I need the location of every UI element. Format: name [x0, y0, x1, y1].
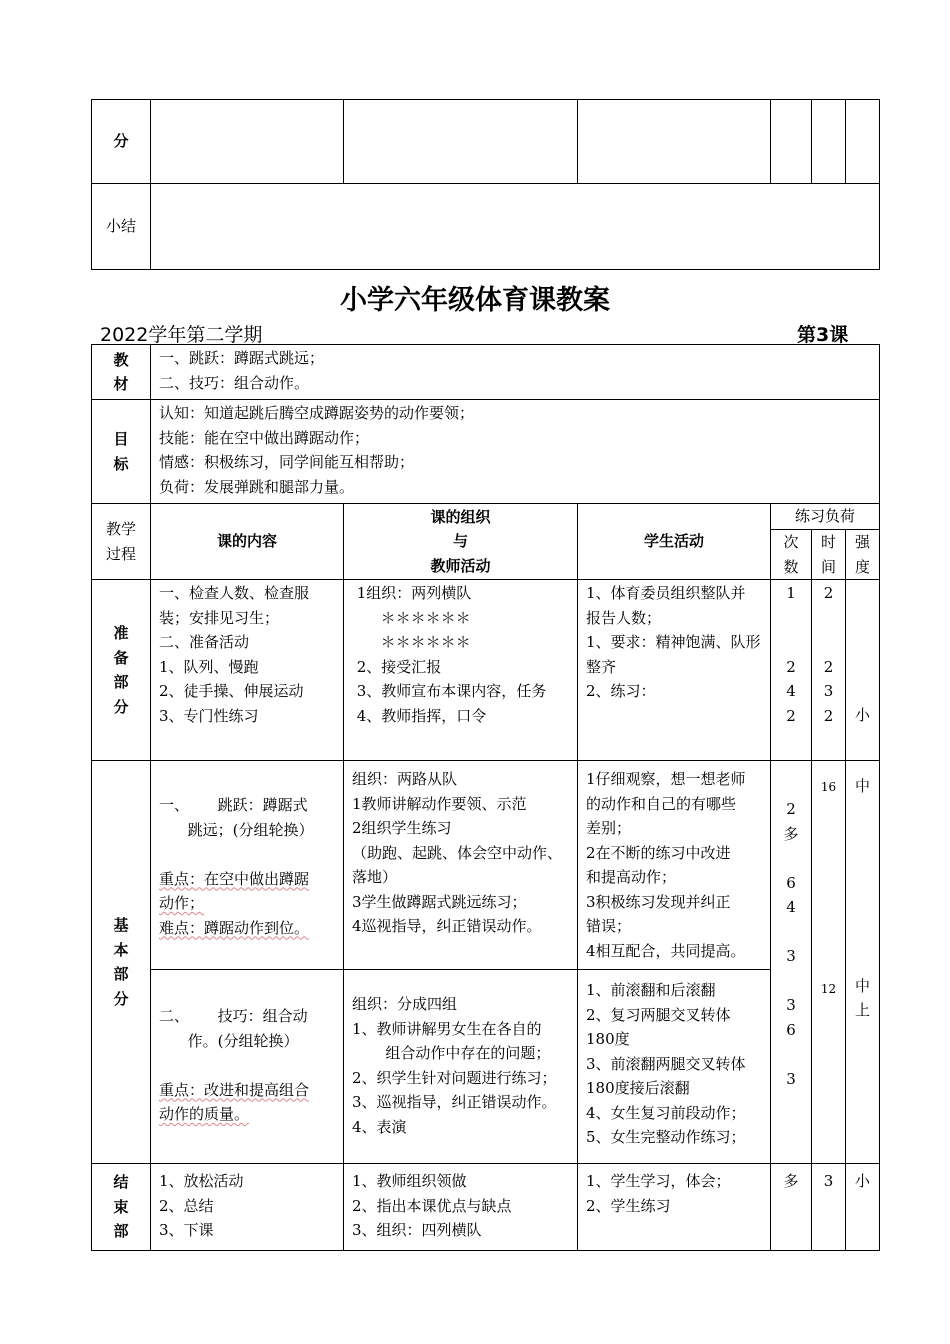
- intensity-header: 强 度: [846, 530, 880, 580]
- prep-intensity: 小: [846, 580, 880, 761]
- basic-skill-org: 组织：分成四组 1、教师讲解男女生在各自的 组合动作中存在的问题； 2、织学生针对问题进行练习； 3、巡视指导，纠正错误动作。 4、表演: [344, 970, 578, 1164]
- basic-jump-student: 1仔细观察，想一想老师 的动作和自己的有哪些 差别； 2在不断的练习中改进 和提高动作； 3积极练习发现并纠正 错误； 4相互配合，共同提高。: [578, 761, 771, 970]
- lesson-number: 第3课: [797, 324, 849, 346]
- prev-row-label: 分: [92, 100, 151, 184]
- end-student: 1、学生学习，体会； 2、学生练习: [578, 1164, 771, 1251]
- prep-label: 准 备 部 分: [92, 580, 151, 761]
- summary-label: 小结: [92, 184, 151, 270]
- process-header: 教学 过程: [92, 504, 151, 580]
- basic-skill-student: 1、前滚翻和后滚翻 2、复习两腿交叉转体 180度 3、前滚翻两腿交叉转体 180度接后滚翻 4、女生复习前段动作； 5、女生完整动作练习；: [578, 970, 771, 1164]
- end-duration: 3: [812, 1164, 846, 1251]
- previous-summary-table: [91, 99, 880, 270]
- duration-header: 时 间: [812, 530, 846, 580]
- material-label: 教 材: [92, 345, 151, 400]
- end-label: 结 束 部: [92, 1164, 151, 1251]
- goals-content: 认知：知道起跳后腾空成蹲踞姿势的动作要领； 技能：能在空中做出蹲踞动作； 情感：积极练习，同学间能互相帮助； 负荷：发展弹跳和腿部力量。: [151, 400, 880, 504]
- prev-cell: [578, 100, 771, 184]
- org-header: 课的组织 与 教师活动: [344, 504, 578, 580]
- prep-content: 一、检查人数、检查服 装；安排见习生； 二、准备活动 1、队列、慢跑 2、徒手操、伸展运动 3、专门性练习: [151, 580, 344, 761]
- basic-jump-org: 组织：两路从队 1教师讲解动作要领、示范 2组织学生练习 （助跑、起跳、体会空中动作、 落地） 3学生做蹲踞式跳远练习； 4巡视指导，纠正错误动作。: [344, 761, 578, 970]
- basic-times: 2 多 6 4 3 3 6 3: [771, 761, 812, 1164]
- load-header: 练习负荷: [771, 504, 880, 530]
- term-label: 2022学年第二学期: [100, 324, 263, 346]
- lesson-plan-table: [91, 344, 880, 1251]
- prev-cell: [812, 100, 846, 184]
- prev-cell: [151, 100, 344, 184]
- basic-skill-intensity: 中 上: [846, 970, 880, 1164]
- basic-jump-duration: 16: [812, 761, 846, 970]
- end-org: 1、教师组织领做 2、指出本课优点与缺点 3、组织：四列横队: [344, 1164, 578, 1251]
- summary-cell: [151, 184, 880, 270]
- basic-skill-duration: 12: [812, 970, 846, 1164]
- end-intensity: 小: [846, 1164, 880, 1251]
- goals-label: 目 标: [92, 400, 151, 504]
- student-header: 学生活动: [578, 504, 771, 580]
- prep-student: 1、体育委员组织整队并 报告人数； 1、要求：精神饱满、队形 整齐 2、练习：: [578, 580, 771, 761]
- prev-cell: [771, 100, 812, 184]
- prev-cell: [344, 100, 578, 184]
- end-content: 1、放松活动 2、总结 3、下课: [151, 1164, 344, 1251]
- basic-jump-intensity: 中: [846, 761, 880, 970]
- basic-label: 基 本 部 分: [92, 761, 151, 1164]
- basic-skill-content: 二、 技巧：组合动 作。(分组轮换） 重点：改进和提高组合 动作的质量。: [151, 970, 344, 1164]
- times-header: 次 数: [771, 530, 812, 580]
- prep-times: 1 2 4 2: [771, 580, 812, 761]
- basic-jump-content: 一、 跳跃：蹲踞式 跳远；(分组轮换） 重点：在空中做出蹲踞 动作； 难点：蹲踞动作到位。: [151, 761, 344, 970]
- material-content: 一、跳跃：蹲踞式跳远； 二、技巧：组合动作。: [151, 345, 880, 400]
- prev-cell: [846, 100, 880, 184]
- content-header: 课的内容: [151, 504, 344, 580]
- prep-duration: 2 2 3 2: [812, 580, 846, 761]
- prep-org: 1组织：两列横队 ＊＊＊＊＊＊ ＊＊＊＊＊＊ 2、接受汇报 3、教师宣布本课内容，任务 4、教师指挥，口令: [344, 580, 578, 761]
- end-times: 多: [771, 1164, 812, 1251]
- page-title: 小学六年级体育课教案: [340, 285, 610, 316]
